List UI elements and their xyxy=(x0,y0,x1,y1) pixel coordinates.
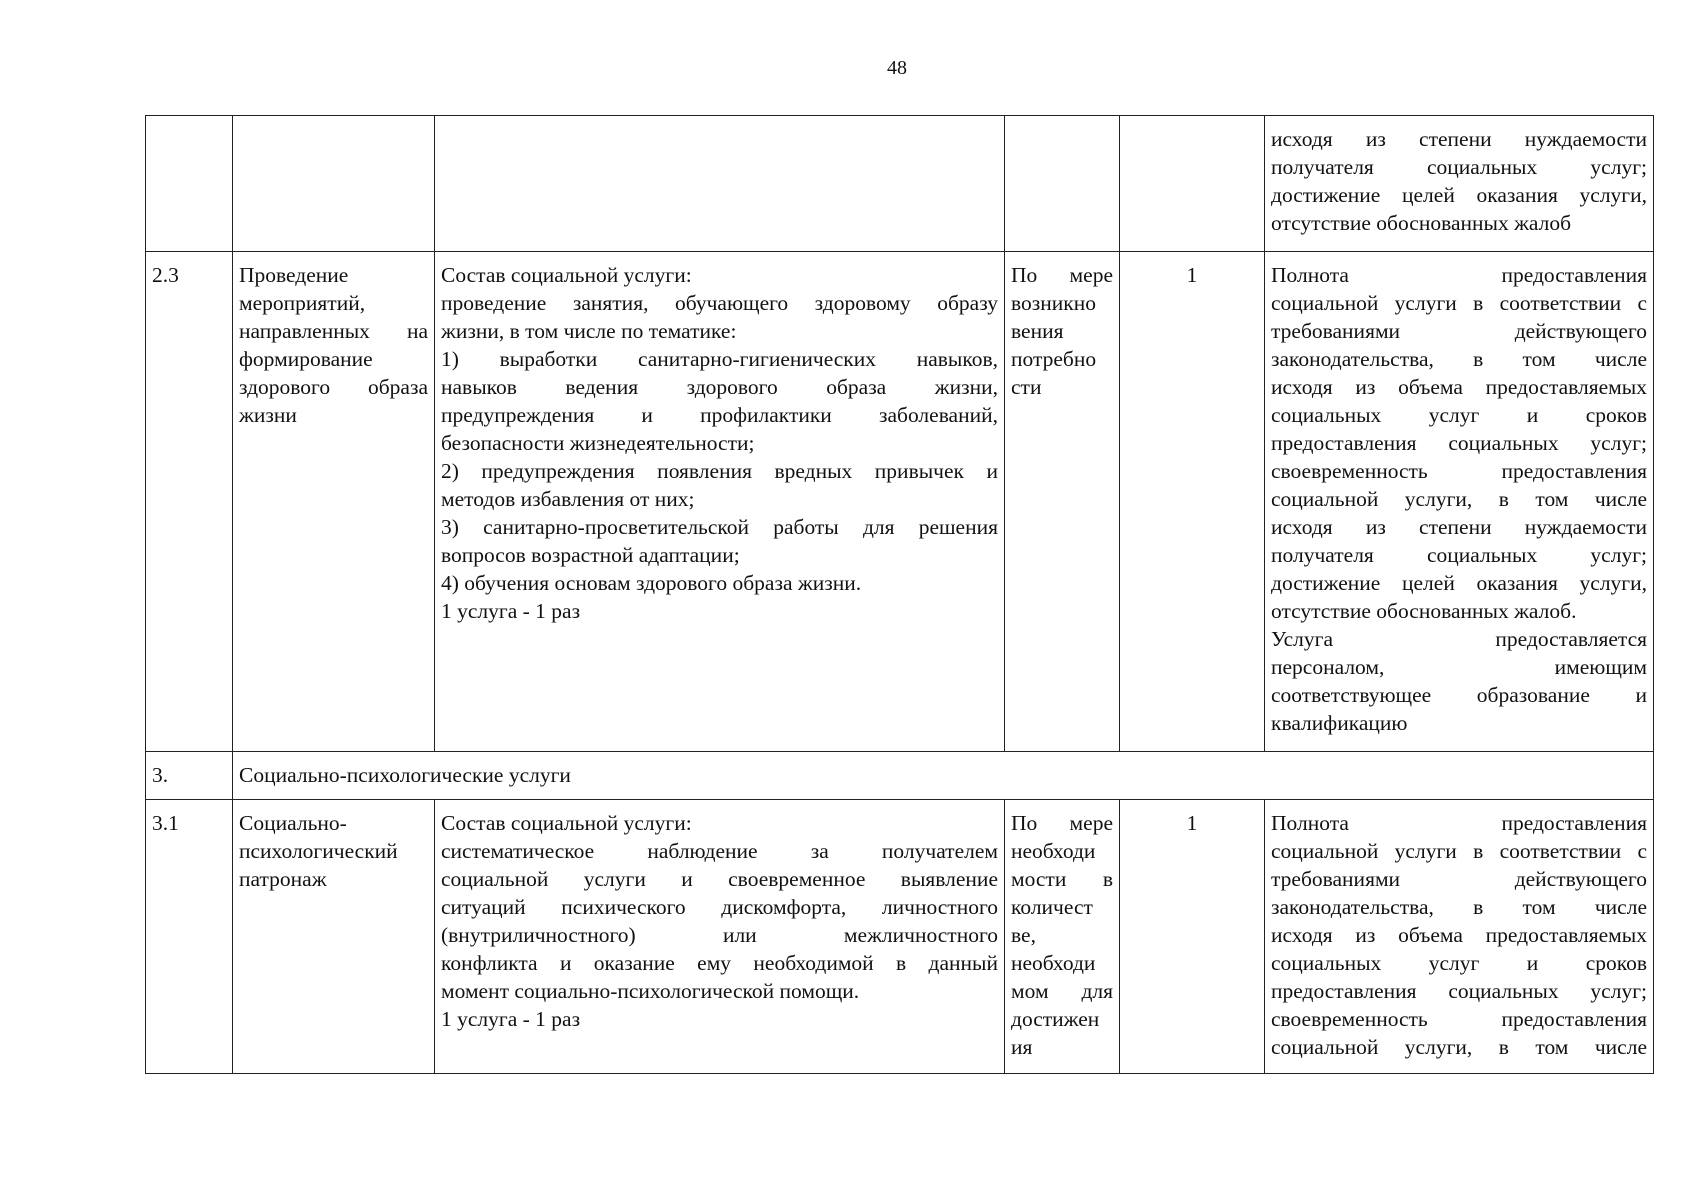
criteria-line: квалификацию xyxy=(1271,711,1408,735)
criteria-line: исходя из объема предоставляемых xyxy=(1271,375,1647,399)
section-header-row xyxy=(146,752,1654,800)
criteria-line: персоналом, имеющим xyxy=(1271,655,1647,679)
composition-line: жизни, в том числе по тематике: xyxy=(441,319,737,343)
composition-line: Состав социальной услуги: xyxy=(441,811,692,835)
service-name-line: Проведение xyxy=(239,263,349,287)
service-period-cell xyxy=(1005,252,1120,752)
quality-criteria-cell xyxy=(1265,116,1654,252)
service-name-line: жизни xyxy=(239,403,297,427)
criteria-line: законодательства, в том числе xyxy=(1271,895,1647,919)
service-name-cell xyxy=(233,800,435,1074)
row-number-cell: 3.1 xyxy=(146,800,233,1074)
composition-line: безопасности жизнедеятельности; xyxy=(441,431,755,455)
criteria-line: социальной услуги в соответствии с xyxy=(1271,839,1647,863)
criteria-line: Полнота предоставления xyxy=(1271,263,1647,287)
section-title-cell xyxy=(233,752,1654,800)
composition-line: 4) обучения основам здорового образа жизни. xyxy=(441,571,862,595)
row-number-cell xyxy=(146,116,233,252)
period-line: количест xyxy=(1011,895,1093,919)
composition-line: проведение занятия, обучающего здоровому образу xyxy=(441,291,998,315)
criteria-line: соответствующее образование и xyxy=(1271,683,1647,707)
quality-criteria-cell xyxy=(1265,252,1654,752)
criteria-line: Полнота предоставления xyxy=(1271,811,1647,835)
composition-line: (внутриличностного) или межличностного xyxy=(441,923,998,947)
criteria-line: исходя из степени нуждаемости xyxy=(1271,127,1647,151)
row-number-cell: 2.3 xyxy=(146,252,233,752)
services-table xyxy=(145,115,1654,1074)
criteria-line: получателя социальных услуг; xyxy=(1271,155,1647,179)
service-composition-cell xyxy=(435,252,1005,752)
service-composition-cell xyxy=(435,116,1005,252)
composition-line: конфликта и оказание ему необходимой в данный xyxy=(441,951,998,975)
period-line: По мере xyxy=(1011,263,1113,287)
composition-line: социальной услуги и своевременное выявление xyxy=(441,867,998,891)
criteria-line: достижение целей оказания услуги, xyxy=(1271,571,1647,595)
composition-line: систематическое наблюдение за получателем xyxy=(441,839,998,863)
service-name-cell xyxy=(233,252,435,752)
table-row xyxy=(146,116,1654,252)
composition-line: 1) выработки санитарно-гигиенических навыков, xyxy=(441,347,998,371)
criteria-line: социальных услуг и сроков xyxy=(1271,403,1647,427)
period-line: ия xyxy=(1011,1035,1033,1059)
criteria-line: требованиями действующего xyxy=(1271,867,1647,891)
period-line: вения xyxy=(1011,319,1064,343)
service-name-line: мероприятий, xyxy=(239,291,366,315)
criteria-line: предоставления социальных услуг; xyxy=(1271,979,1647,1003)
criteria-line: исходя из объема предоставляемых xyxy=(1271,923,1647,947)
criteria-line: социальной услуги в соответствии с xyxy=(1271,291,1647,315)
service-period-cell xyxy=(1005,800,1120,1074)
service-name-line: направленных на xyxy=(239,319,428,343)
period-line: мом для xyxy=(1011,979,1113,1003)
service-name-line: формирование xyxy=(239,347,373,371)
service-volume-cell: 1 xyxy=(1120,252,1265,752)
criteria-line: отсутствие обоснованных жалоб. xyxy=(1271,599,1577,623)
period-line: потребно xyxy=(1011,347,1097,371)
period-line: ве, xyxy=(1011,923,1036,947)
period-line: необходи xyxy=(1011,951,1096,975)
period-line: По мере xyxy=(1011,811,1113,835)
composition-line: 2) предупреждения появления вредных привычек и xyxy=(441,459,998,483)
section-number-cell: 3. xyxy=(146,752,233,800)
criteria-line: социальной услуги, в том числе xyxy=(1271,487,1647,511)
page-number: 48 xyxy=(887,57,907,79)
composition-line: ситуаций психического дискомфорта, личностного xyxy=(441,895,998,919)
criteria-line: требованиями действующего xyxy=(1271,319,1647,343)
quality-criteria-cell xyxy=(1265,800,1654,1074)
period-line: сти xyxy=(1011,375,1042,399)
criteria-line: социальных услуг и сроков xyxy=(1271,951,1647,975)
criteria-line: получателя социальных услуг; xyxy=(1271,543,1647,567)
composition-line: 1 услуга - 1 раз xyxy=(441,1007,581,1031)
service-period-cell xyxy=(1005,116,1120,252)
criteria-line: достижение целей оказания услуги, xyxy=(1271,183,1647,207)
service-name-cell xyxy=(233,116,435,252)
composition-line: предупреждения и профилактики заболеваний, xyxy=(441,403,998,427)
service-composition-cell xyxy=(435,800,1005,1074)
criteria-line: социальной услуги, в том числе xyxy=(1271,1035,1647,1059)
composition-line: вопросов возрастной адаптации; xyxy=(441,543,740,567)
criteria-line: отсутствие обоснованных жалоб xyxy=(1271,211,1572,235)
service-volume-cell xyxy=(1120,116,1265,252)
composition-line: 1 услуга - 1 раз xyxy=(441,599,581,623)
service-volume-cell: 1 xyxy=(1120,800,1265,1074)
service-name-line: Социально- xyxy=(239,811,347,835)
service-name-line: патронаж xyxy=(239,867,327,891)
composition-line: Состав социальной услуги: xyxy=(441,263,692,287)
table-row xyxy=(146,252,1654,752)
composition-line: навыков ведения здорового образа жизни, xyxy=(441,375,998,399)
period-line: мости в xyxy=(1011,867,1113,891)
period-line: достижен xyxy=(1011,1007,1100,1031)
criteria-line: своевременность предоставления xyxy=(1271,459,1647,483)
composition-line: момент социально-психологической помощи. xyxy=(441,979,860,1003)
criteria-line: своевременность предоставления xyxy=(1271,1007,1647,1031)
criteria-line: исходя из степени нуждаемости xyxy=(1271,515,1647,539)
period-line: необходи xyxy=(1011,839,1096,863)
composition-line: методов избавления от них; xyxy=(441,487,695,511)
table-row xyxy=(146,800,1654,1074)
section-title: Социально-психологические услуги xyxy=(239,763,571,787)
criteria-line: предоставления социальных услуг; xyxy=(1271,431,1647,455)
composition-line: 3) санитарно-просветительской работы для решения xyxy=(441,515,998,539)
period-line: возникно xyxy=(1011,291,1096,315)
criteria-line: законодательства, в том числе xyxy=(1271,347,1647,371)
criteria-line: Услуга предоставляется xyxy=(1271,627,1647,651)
service-name-line: здорового образа xyxy=(239,375,428,399)
service-name-line: психологический xyxy=(239,839,398,863)
